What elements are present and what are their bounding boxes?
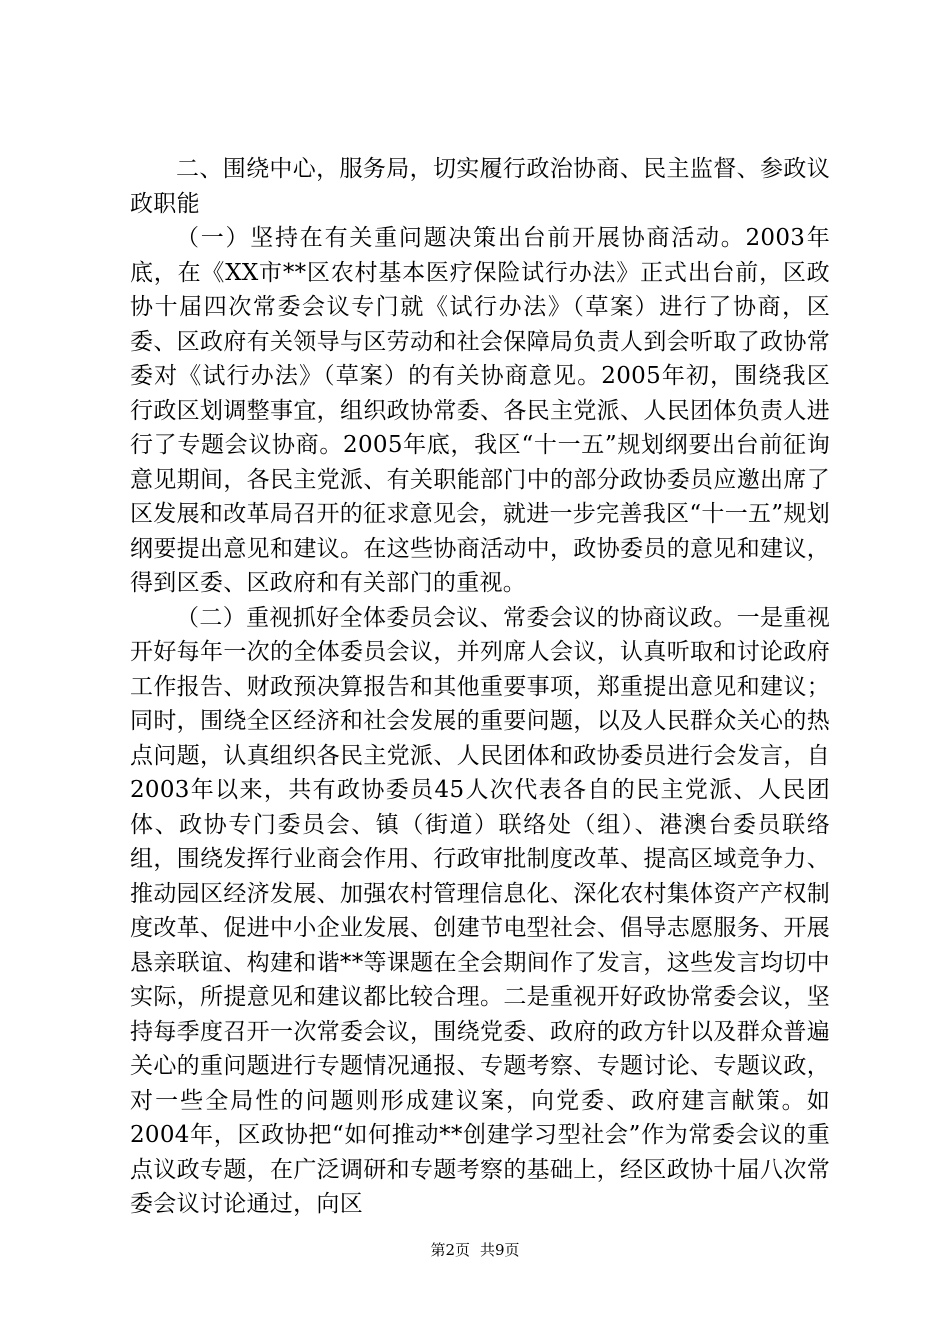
paragraph-1: （一）坚持在有关重问题决策出台前开展协商活动。2003年底，在《XX市**区农村基本医疗保险试行办法》正式出台前，区政协十届四次常委会议专门就《试行办法》（草案）进行了协商，区委、区政府有关领导与区劳动和社会保障局负责人到会听取了政协常委对《试行办法》（草案）的有关协商意见。2005年初，围绕我区行政区划调整事宜，组织政协常委、各民主党派、人民团体负责人进行了专题会议协商。2005年底，我区“十一五”规划纲要出台前征询意见期间，各民主党派、有关职能部门中的部分政协委员应邀出席了区发展和改革局召开的征求意见会，就进一步完善我区“十一五”规划纲要提出意见和建议。在这些协商活动中，政协委员的意见和建议，得到区委、区政府和有关部门的重视。: [130, 225, 830, 596]
paragraph-2: （二）重视抓好全体委员会议、常委会议的协商议政。一是重视开好每年一次的全体委员会议，并列席人会议，认真听取和讨论政府工作报告、财政预决算报告和其他重要事项，郑重提出意见和建议；同时，围绕全区经济和社会发展的重要问题，以及人民群众关心的热点问题，认真组织各民主党派、人民团体和政协委员进行会发言，自2003年以来，共有政协委员45人次代表各自的民主党派、人民团体、政协专门委员会、镇（街道）联络处（组）、港澳台委员联络组，围绕发挥行业商会作用、行政审批制度改革、提高区域竞争力、推动园区经济发展、加强农村管理信息化、深化农村集体资产产权制度改革、促进中小企业发展、创建节电型社会、倡导志愿服务、开展恳亲联谊、构建和谐**等课题在全会期间作了发言，这些发言均切中实际，所提意见和建议都比较合理。二是重视开好政协常委会议，坚持每季度召开一次常委会议，围绕党委、政府的政方针以及群众普遍关心的重问题进行专题情况通报、专题考察、专题讨论、专题议政，对一些全局性的问题则形成建议案，向党委、政府建言献策。如2004年，区政协把“如何推动**创建学习型社会”作为常委会议的重点议政专题，在广泛调研和专题考察的基础上，经区政协十届八次常委会议讨论通过，向区: [130, 604, 830, 1217]
document-body: [130, 152, 830, 1222]
page-number: 第2页: [430, 1241, 470, 1259]
section-heading: 二、围绕中心，服务局，切实履行政治协商、民主监督、参政议政职能: [130, 156, 830, 217]
page-footer: [0, 1240, 950, 1260]
page-total: 共9页: [480, 1241, 520, 1259]
